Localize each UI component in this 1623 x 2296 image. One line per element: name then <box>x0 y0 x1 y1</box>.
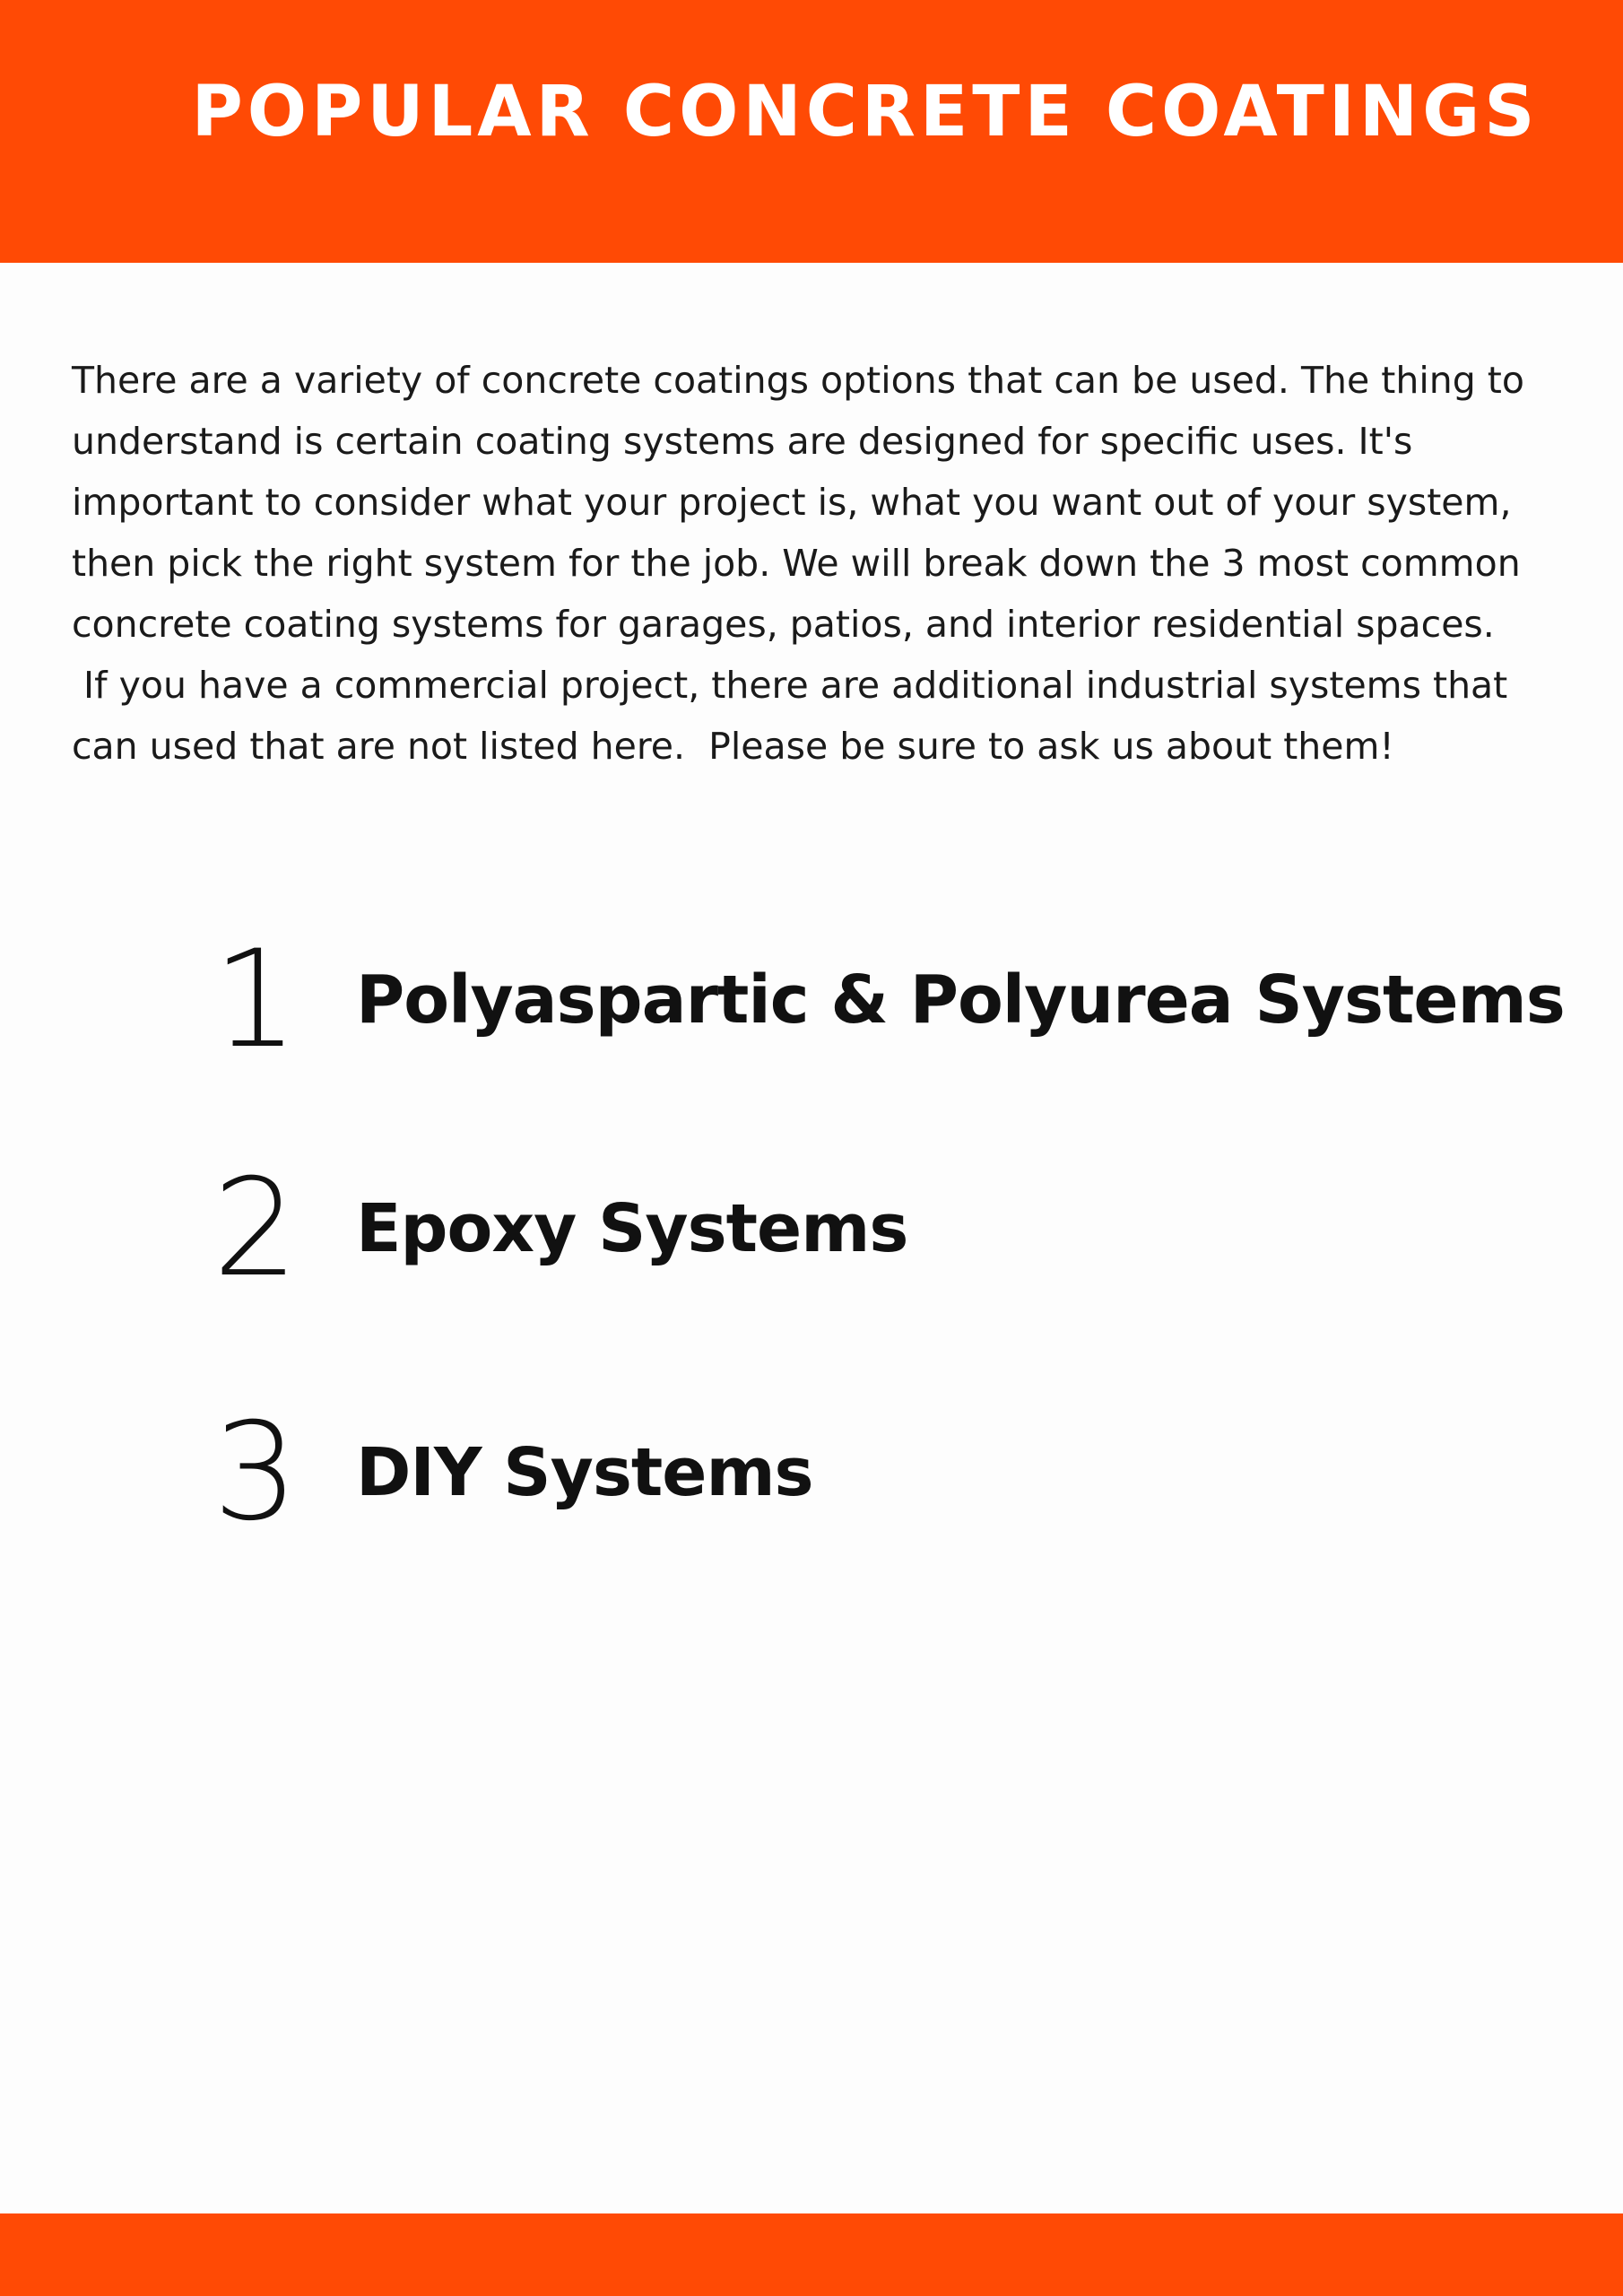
system-number: 1 <box>213 922 299 1078</box>
system-item-diy <box>197 1395 1542 1551</box>
system-item-polyaspartic <box>197 922 1565 1078</box>
intro-line: There are a variety of concrete coatings options that can be used. The thing to <box>72 359 1524 402</box>
system-item-epoxy <box>197 1151 1542 1307</box>
system-number: 3 <box>213 1395 299 1551</box>
intro-line: then pick the right system for the job. We will break down the 3 most common <box>72 542 1521 585</box>
intro-line: important to consider what your project is, what you want out of your system, <box>72 481 1512 524</box>
system-label: Epoxy Systems <box>356 1190 908 1267</box>
page-title: POPULAR CONCRETE COATINGS <box>191 72 1540 152</box>
intro-line: concrete coating systems for garages, patios, and interior residential spaces. <box>72 603 1495 646</box>
system-number: 2 <box>213 1151 299 1307</box>
footer-band <box>0 2213 1623 2296</box>
intro-line: understand is certain coating systems are designed for specific uses. It's <box>72 420 1413 463</box>
system-label: DIY Systems <box>356 1434 813 1511</box>
intro-line: If you have a commercial project, there are additional industrial systems that <box>72 664 1508 707</box>
intro-line: can used that are not listed here. Please be sure to ask us about them! <box>72 725 1394 768</box>
system-label: Polyaspartic & Polyurea Systems <box>356 961 1565 1039</box>
